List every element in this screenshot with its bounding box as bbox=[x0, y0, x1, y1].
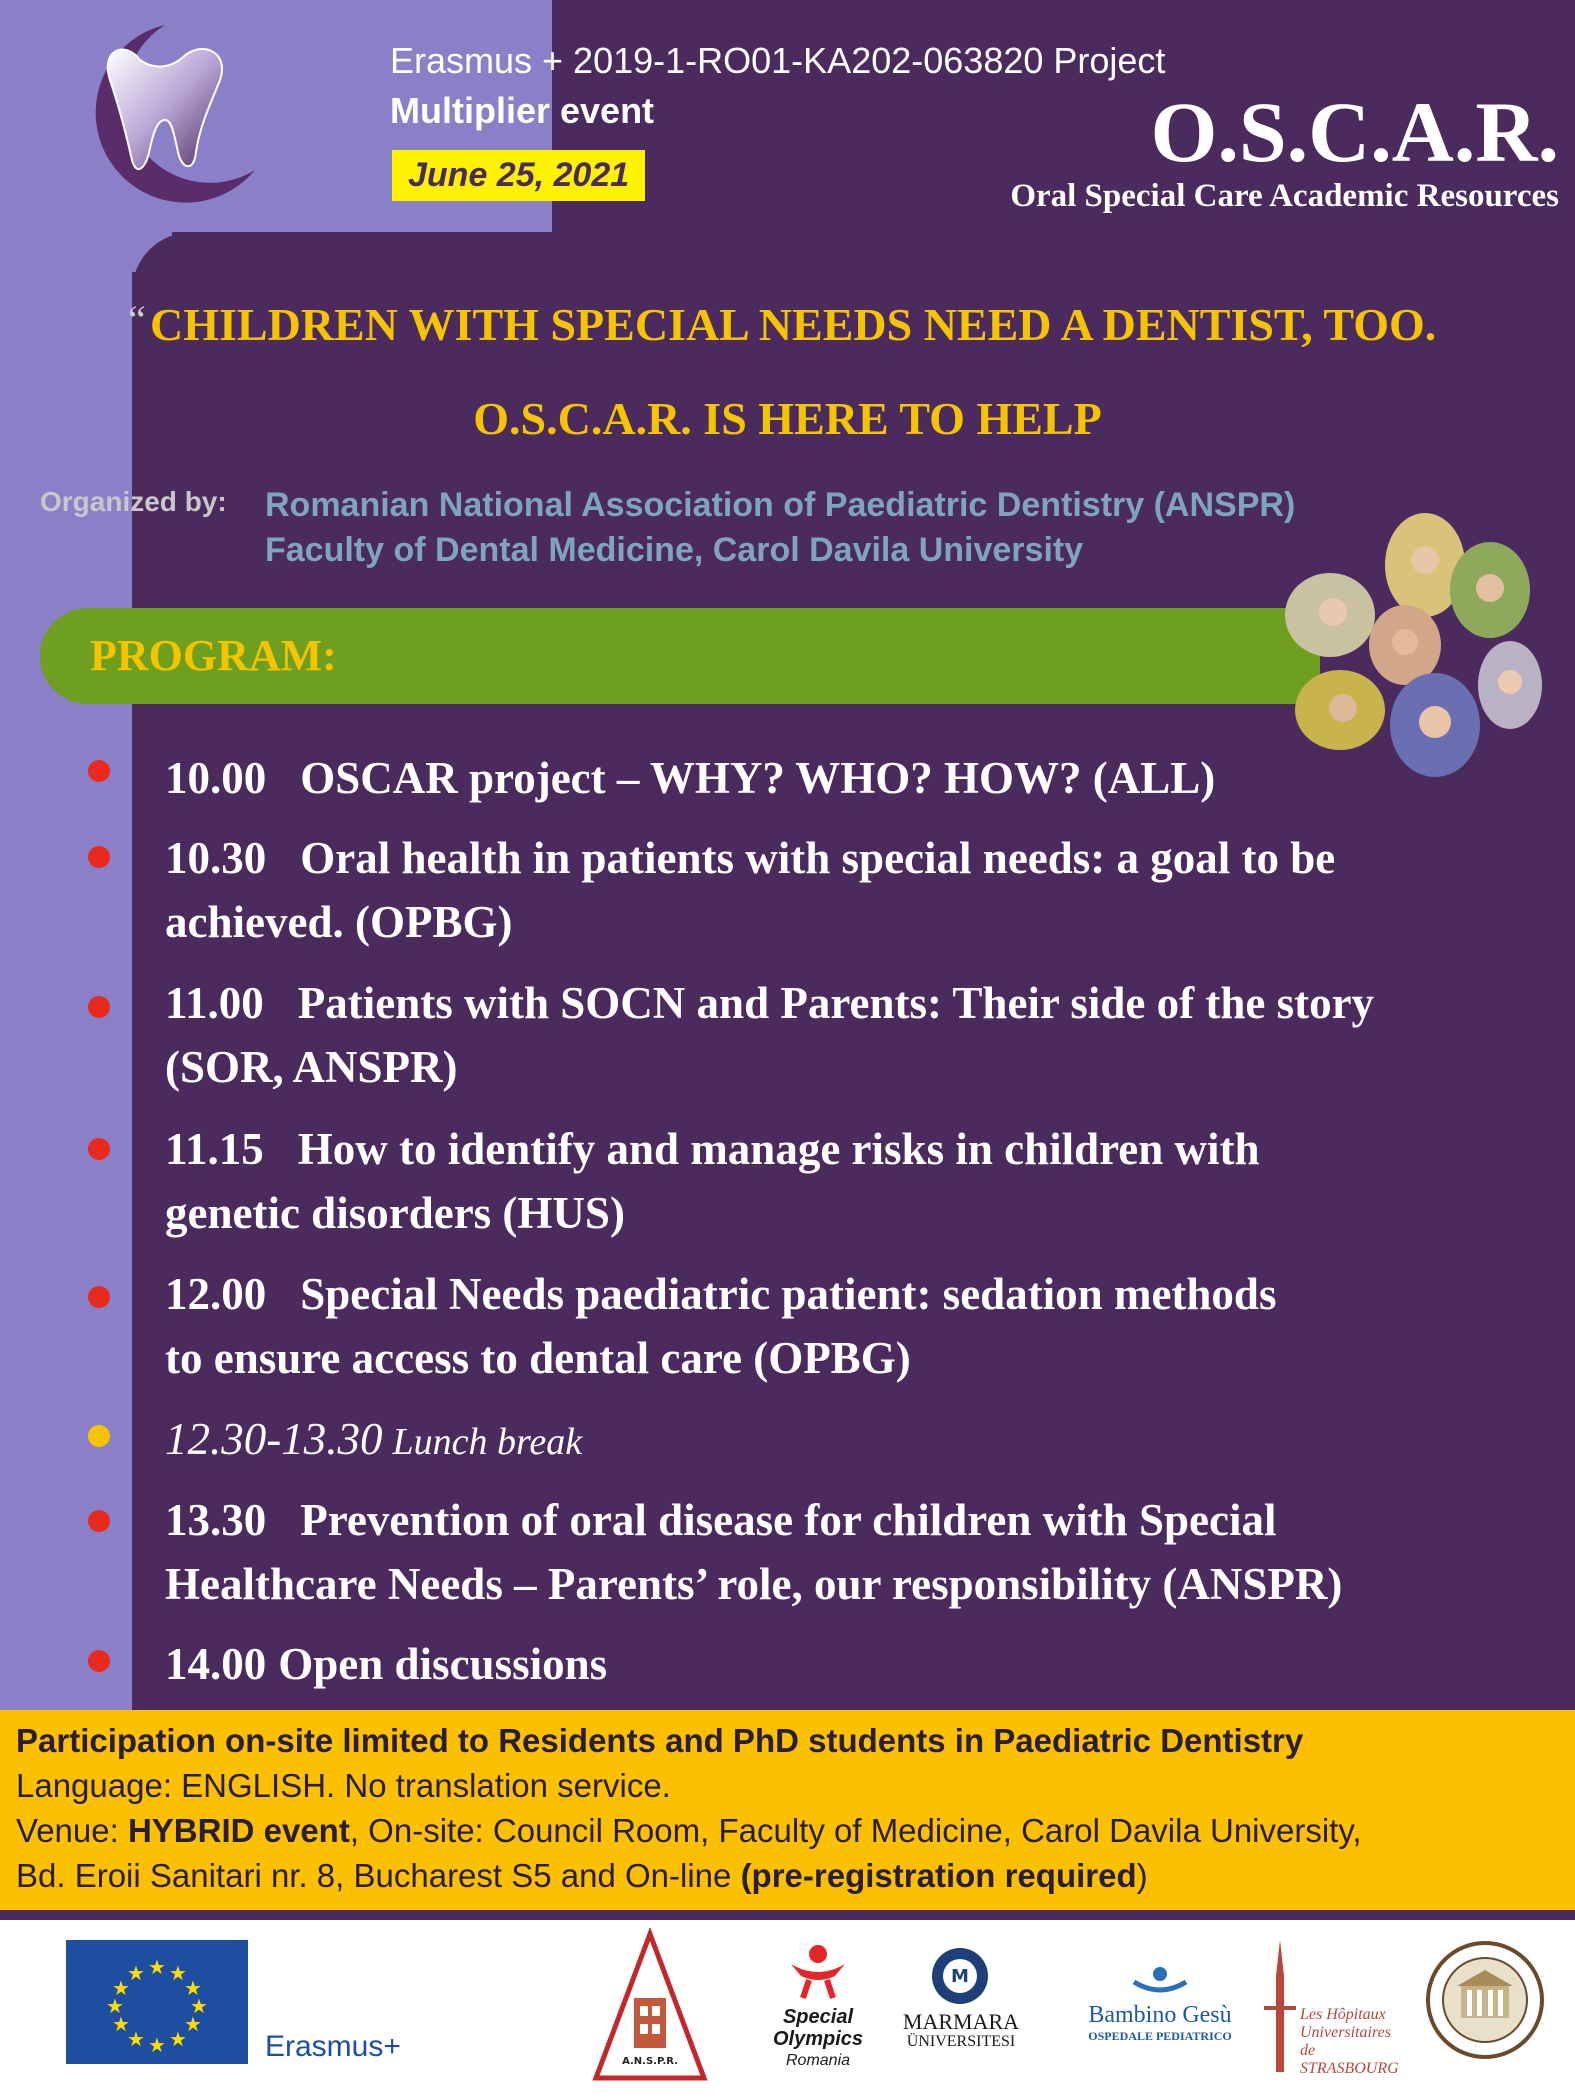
program-bullet bbox=[88, 1650, 110, 1672]
special-olympics-icon bbox=[785, 1940, 851, 2000]
program-bullet bbox=[88, 1286, 110, 1308]
program-bullet bbox=[88, 760, 110, 782]
event-date: June 25, 2021 bbox=[392, 150, 645, 201]
page-title: O.S.C.A.R. bbox=[1150, 84, 1559, 180]
carol-davila-seal-icon bbox=[1425, 1940, 1545, 2060]
program-bullet bbox=[88, 996, 110, 1018]
quote-mark: “ bbox=[128, 297, 146, 342]
bambino-gesu-icon bbox=[1130, 1962, 1190, 1998]
program-item-1330: 13.30 Prevention of oral disease for children with Special Healthcare Needs – Parents’ role, our responsibility (ANSPR) bbox=[165, 1495, 1343, 1609]
svg-text:★: ★ bbox=[148, 2033, 166, 2057]
organized-by-label: Organized by: bbox=[40, 486, 227, 517]
svg-text:★: ★ bbox=[106, 1994, 124, 2018]
sponsor-logos bbox=[0, 1920, 1575, 2100]
svg-text:★: ★ bbox=[127, 2027, 145, 2051]
marmara-label: MARMARA ÜNIVERSITESI bbox=[902, 2009, 1020, 2050]
project-line: Erasmus + 2019-1-RO01-KA202-063820 Project bbox=[390, 40, 1166, 81]
svg-text:★: ★ bbox=[112, 1976, 130, 2000]
event-type: Multiplier event bbox=[390, 90, 655, 131]
svg-text:★: ★ bbox=[148, 1955, 166, 1979]
svg-text:★: ★ bbox=[184, 1976, 202, 2000]
organizer-1: Romanian National Association of Paediatric Dentistry (ANSPR) bbox=[265, 486, 1296, 524]
svg-text:★: ★ bbox=[112, 2012, 130, 2036]
special-olympics-label: Special Olympics Romania bbox=[772, 2006, 864, 2069]
children-photos bbox=[1285, 510, 1545, 780]
program-item-1200: 12.00 Special Needs paediatric patient: sedation methods to ensure access to dental care (OPBG) bbox=[165, 1269, 1277, 1383]
program-bullet bbox=[88, 1510, 110, 1532]
program-bullet bbox=[88, 1138, 110, 1160]
program-heading: PROGRAM: bbox=[90, 631, 337, 680]
strasbourg-label: Les Hôpitaux Universitaires de STRASBOURG bbox=[1300, 2006, 1399, 2077]
svg-text:★: ★ bbox=[184, 2012, 202, 2036]
headline-line-2: O.S.C.A.R. IS HERE TO HELP bbox=[473, 393, 1102, 444]
marmara-seal-icon bbox=[930, 1946, 990, 2006]
strasbourg-cathedral-icon bbox=[1260, 1936, 1300, 2076]
anspr-label: A.N.S.P.R. bbox=[622, 2056, 678, 2067]
organizer-2: Faculty of Dental Medicine, Carol Davila University bbox=[265, 531, 1084, 569]
bambino-gesu-label: Bambino Gesù OSPEDALE PEDIATRICO bbox=[1088, 2002, 1232, 2043]
program-item-1030: 10.30 Oral health in patients with special needs: a goal to be achieved. (OPBG) bbox=[165, 833, 1336, 947]
address-line: Bd. Eroii Sanitari nr. 8, Bucharest S5 and On-line (pre-registration required) bbox=[16, 1857, 1148, 1894]
left-accent-stripe bbox=[0, 0, 132, 1710]
language-note: Language: ENGLISH. No translation service. bbox=[16, 1767, 671, 1804]
svg-text:M: M bbox=[951, 1966, 969, 1987]
svg-text:★: ★ bbox=[190, 1994, 208, 2018]
program-bullet bbox=[88, 846, 110, 868]
program-item-lunch: 12.30-13.30 Lunch break bbox=[165, 1414, 583, 1464]
eu-flag-icon bbox=[66, 1940, 248, 2064]
svg-text:★: ★ bbox=[169, 1961, 187, 1985]
program-item-1000: 10.00 OSCAR project – WHY? WHO? HOW? (ALL) bbox=[165, 753, 1216, 803]
footer-divider bbox=[0, 1910, 1575, 1920]
venue-line: Venue: HYBRID event, On-site: Council Room, Faculty of Medicine, Carol Davila University, bbox=[16, 1812, 1362, 1849]
svg-text:★: ★ bbox=[169, 2027, 187, 2051]
anspr-logo-icon bbox=[590, 1928, 710, 2088]
headline-line-1: CHILDREN WITH SPECIAL NEEDS NEED A DENTIST, TOO. bbox=[150, 299, 1437, 350]
program-bullet-break bbox=[88, 1425, 110, 1447]
page-subtitle: Oral Special Care Academic Resources bbox=[1010, 178, 1559, 214]
svg-text:★: ★ bbox=[127, 1961, 145, 1985]
program-item-1115: 11.15 How to identify and manage risks in children with genetic disorders (HUS) bbox=[165, 1124, 1260, 1238]
program-item-1100: 11.00 Patients with SOCN and Parents: Their side of the story (SOR, ANSPR) bbox=[165, 978, 1375, 1092]
participation-note: Participation on-site limited to Residents and PhD students in Paediatric Dentistry bbox=[16, 1722, 1304, 1759]
tooth-logo-icon bbox=[70, 20, 270, 210]
erasmus-label: Erasmus+ bbox=[265, 2030, 401, 2063]
program-item-1400: 14.00 Open discussions bbox=[165, 1639, 608, 1689]
